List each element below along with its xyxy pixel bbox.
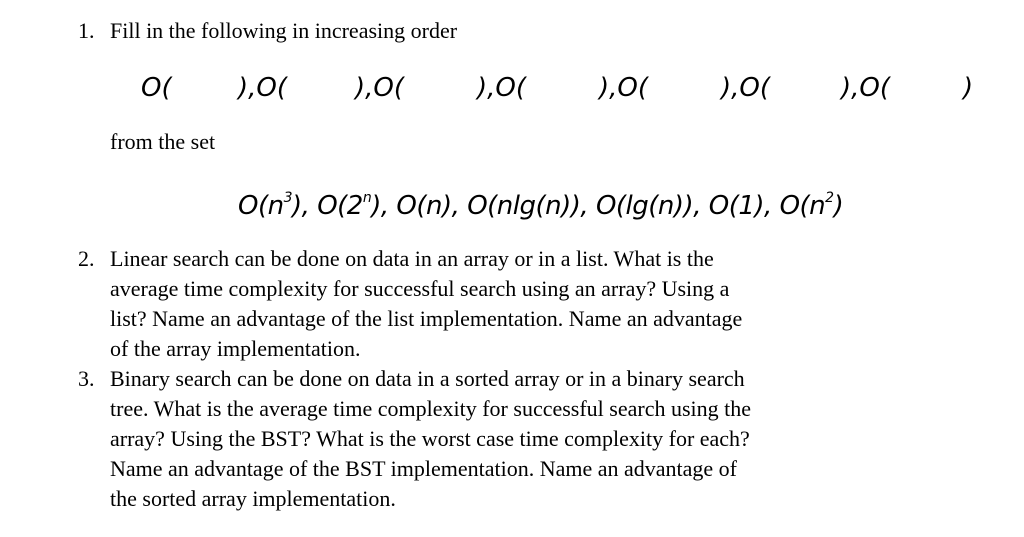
q1-blank-3: ),O( — [477, 73, 527, 103]
q1-blank-7: ) — [963, 73, 974, 103]
q1-blank-6: ),O( — [841, 73, 891, 103]
q1-number: 1. — [78, 18, 95, 43]
q1-from-label: from the set — [110, 129, 216, 154]
set-item-1: O(2$^n$), — [317, 190, 389, 221]
q3-line: Binary search can be done on data in a sorted array or in a binary search — [110, 366, 745, 391]
q3-line: the sorted array implementation. — [110, 486, 396, 511]
q1-blank-row — [141, 68, 991, 108]
q1-prompt: Fill in the following in increasing order — [110, 18, 458, 43]
q3-line: tree. What is the average time complexity for successful search using the — [110, 396, 752, 421]
set-item-0: $O(n^3)$, — [238, 190, 310, 221]
set-item-5: O(1), — [708, 191, 772, 221]
q3-line: Name an advantage of the BST implementation. Name an advantage of — [110, 456, 737, 481]
set-item-6: $O(n^2)$ — [779, 190, 844, 221]
q1-blank-0: O( — [141, 73, 172, 103]
q3-line: array? Using the BST? What is the worst case time complexity for each? — [110, 426, 750, 451]
q2-line: list? Name an advantage of the list implementation. Name an advantage — [110, 306, 743, 331]
q2-line: Linear search can be done on data in an array or in a list. What is the — [110, 246, 714, 271]
q1-blank-1: ),O( — [238, 73, 288, 103]
q3-body — [110, 364, 751, 514]
set-item-2: O(n), — [396, 191, 460, 221]
q2-line: average time complexity for successful search using an array? Using a — [110, 276, 730, 301]
q1-blank-5: ),O( — [721, 73, 771, 103]
q2-number: 2. — [78, 246, 95, 271]
q1-blank-4: ),O( — [599, 73, 649, 103]
set-item-4: O(lg(n)), — [595, 191, 701, 221]
set-item-3: O(nlg(n)), — [467, 191, 589, 221]
q1-blank-2: ),O( — [355, 73, 405, 103]
q2-line: of the array implementation. — [110, 336, 361, 361]
q1-set-row — [238, 186, 843, 226]
q2-body — [110, 244, 742, 364]
q3-number: 3. — [78, 366, 95, 391]
